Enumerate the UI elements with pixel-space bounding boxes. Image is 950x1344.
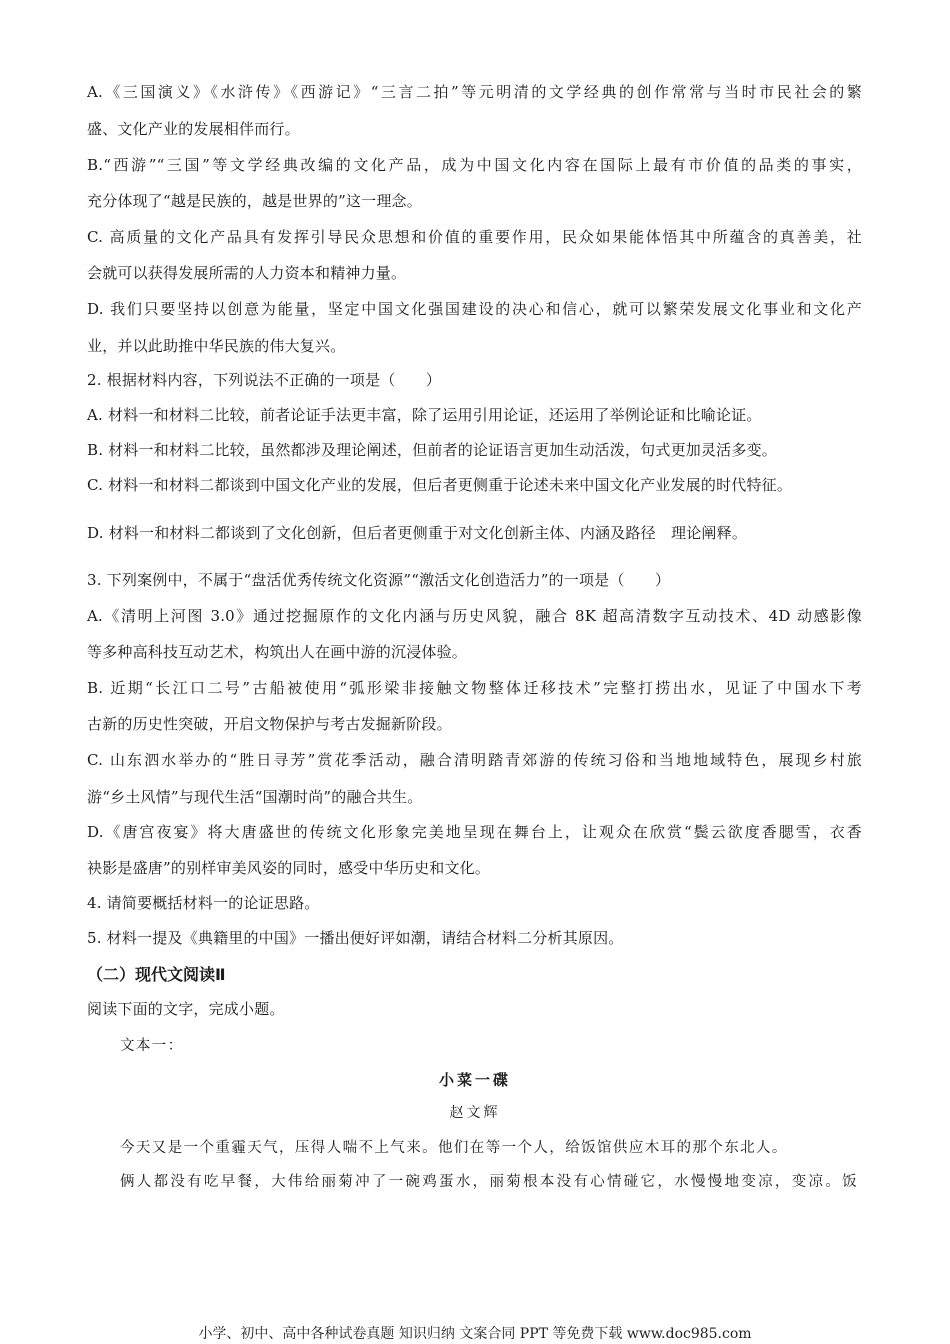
- q1-option-b-line2: 充分体现了“越是民族的，越是世界的”这一理念。: [87, 192, 422, 210]
- q4-stem: 4. 请简要概括材料一的论证思路。: [87, 894, 320, 912]
- q3-option-d-line2: 袂影是盛唐”的别样审美风姿的同时，感受中华历史和文化。: [87, 859, 491, 877]
- q3-option-a-line2: 等多种高科技互动艺术，构筑出人在画中游的沉浸体验。: [87, 643, 468, 661]
- q3-option-b-line1: B. 近期“长江口二号”古船被使用“弧形梁非接触文物整体迁移技术”完整打捞出水，见证了中国水下考: [87, 679, 862, 697]
- page-footer: 小学、初中、高中各种试卷真题 知识归纳 文案合同 PPT 等免费下载 www.doc985.com: [198, 1326, 752, 1342]
- q1-option-d-line1: D. 我们只要坚持以创意为能量，坚定中国文化强国建设的决心和信心，就可以繁荣发展文化事业和文化产: [87, 300, 862, 318]
- story-paragraph: 俩人都没有吃早餐，大伟给丽菊冲了一碗鸡蛋水，丽菊根本没有心情碰它，水慢慢地变凉，变凉。饭: [120, 1174, 858, 1190]
- q2-option-a: A. 材料一和材料二比较，前者论证手法更丰富，除了运用引用论证，还运用了举例论证和比喻论证。: [87, 406, 762, 424]
- q2-option-d: D. 材料一和材料二都谈到了文化创新，但后者更侧重于对文化创新主体、内涵及路径 理论阐释。: [87, 524, 748, 542]
- q1-option-a-line2: 盛、文化产业的发展相伴而行。: [87, 120, 300, 138]
- q3-option-d-line1: D.《唐宫夜宴》将大唐盛世的传统文化形象完美地呈现在舞台上，让观众在欣赏“鬓云欲度香腮雪，衣香: [87, 823, 862, 841]
- section-heading: （二）现代文阅读Ⅱ: [87, 965, 226, 984]
- q3-stem: 3. 下列案例中，不属于“盘活优秀传统文化资源”“激活文化创造活力”的一项是（ ）: [87, 571, 671, 589]
- q3-option-c-line2: 游“乡土风情”与现代生活“国潮时尚”的融合共生。: [87, 788, 423, 806]
- q5-stem: 5. 材料一提及《典籍里的中国》一播出便好评如潮，请结合材料二分析其原因。: [87, 929, 624, 947]
- section-instruction: 阅读下面的文字，完成小题。: [87, 1000, 285, 1018]
- q1-option-b-line1: B.“西游”“三国”等文学经典改编的文化产品，成为中国文化内容在国际上最有市价值的品类的事实，: [87, 156, 862, 174]
- q3-option-c-line1: C. 山东泗水举办的“胜日寻芳”赏花季活动，融合清明踏青郊游的传统习俗和当地地域特色，展现乡村旅: [87, 751, 862, 769]
- q2-option-b: B. 材料一和材料二比较，虽然都涉及理论阐述，但前者的论证语言更加生动活泼，句式更加灵活多变。: [87, 441, 777, 459]
- q1-option-a-line1: A.《三国演义》《水浒传》《西游记》“三言二拍”等元明清的文学经典的创作常常与当时市民社会的繁: [87, 83, 862, 101]
- story-author: 赵文辉: [449, 1105, 501, 1121]
- q1-option-c-line2: 会就可以获得发展所需的人力资本和精神力量。: [87, 264, 407, 282]
- q2-option-c: C. 材料一和材料二都谈到中国文化产业的发展，但后者更侧重于论述未来中国文化产业发展的时代特征。: [87, 476, 793, 494]
- q2-stem: 2. 根据材料内容，下列说法不正确的一项是（ ）: [87, 371, 442, 389]
- q1-option-d-line2: 业，并以此助推中华民族的伟大复兴。: [87, 337, 346, 355]
- text-label: 文本一：: [120, 1038, 184, 1054]
- story-paragraph: 今天又是一个重霾天气，压得人喘不上气来。他们在等一个人，给饭馆供应木耳的那个东北人。: [120, 1140, 788, 1156]
- q3-option-b-line2: 古新的历史性突破，开启文物保护与考古发掘新阶段。: [87, 715, 452, 733]
- q3-option-a-line1: A.《清明上河图 3.0》通过挖掘原作的文化内涵与历史风貌，融合 8K 超高清数字互动技术、4D 动感影像: [87, 607, 862, 625]
- q1-option-c-line1: C. 高质量的文化产品具有发挥引导民众思想和价值的重要作用，民众如果能体悟其中所蕴含的真善美，社: [87, 228, 862, 246]
- story-title: 小菜一碟: [438, 1071, 511, 1089]
